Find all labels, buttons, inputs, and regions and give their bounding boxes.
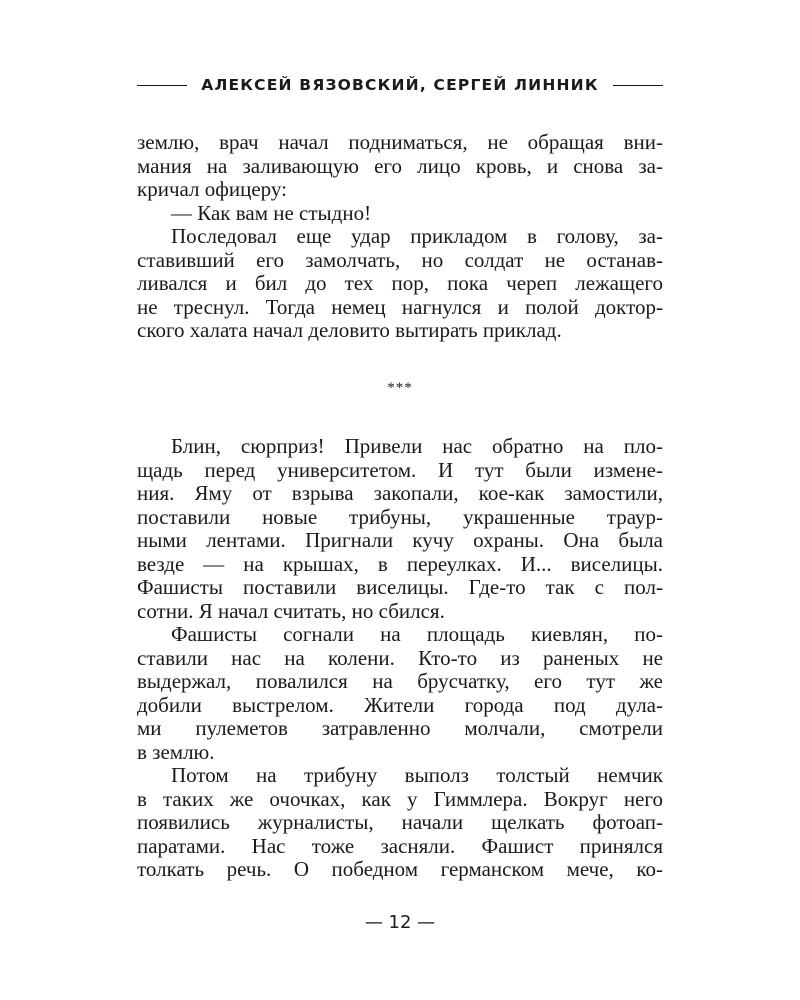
text-line: добили выстрелом. Жители города под дула- bbox=[137, 692, 663, 717]
text-line: ными лентами. Пригнали кучу охраны. Она была bbox=[137, 528, 663, 552]
section-separator: *** bbox=[387, 380, 413, 396]
text-line: ми пулеметов затравленно молчали, смотрели bbox=[137, 716, 663, 740]
text-line: мания на заливающую его лицо кровь, и снова за- bbox=[137, 153, 663, 178]
header-rule-right bbox=[613, 85, 663, 86]
text-line: в таких же очочках, как у Гиммлера. Вокруг него bbox=[137, 786, 663, 811]
text-line: Фашисты поставили виселицы. Где-то так с пол- bbox=[137, 575, 663, 599]
text-line: паратами. Нас тоже засняли. Фашист принялся bbox=[137, 833, 663, 858]
text-line: ливался и бил до тех пор, пока череп лежащего bbox=[137, 271, 663, 295]
text-line: поставили новые трибуны, украшенные траур- bbox=[137, 504, 663, 529]
text-line: Последовал еще удар прикладом в голову, за- bbox=[171, 224, 663, 248]
text-line: кричал офицеру: bbox=[137, 177, 287, 201]
dialogue-line: — Как вам не стыдно! bbox=[171, 200, 372, 225]
paragraph-block-2 bbox=[137, 435, 663, 882]
running-header bbox=[0, 76, 800, 94]
text-line: выдержал, повалился на брусчатку, его тут же bbox=[137, 669, 663, 693]
text-line: появились журналисты, начали щелкать фотоап- bbox=[137, 810, 663, 834]
text-line: везде — на крышах, в переулках. И... виселицы. bbox=[137, 551, 663, 576]
text-line: ния. Яму от взрыва закопали, кое-как замостили, bbox=[137, 481, 663, 505]
text-line: Фашисты согнали на площадь киевлян, по- bbox=[171, 622, 663, 646]
text-line: толкать речь. О победном германском мече, ко- bbox=[137, 857, 663, 881]
header-authors: АЛЕКСЕЙ ВЯЗОВСКИЙ, СЕРГЕЙ ЛИННИК bbox=[201, 76, 599, 94]
text-line: ставили нас на колени. Кто-то из раненых не bbox=[137, 645, 663, 670]
text-line: щадь перед университетом. И тут были измене- bbox=[137, 457, 663, 482]
text-line: ского халата начал деловито вытирать приклад. bbox=[137, 318, 562, 342]
paragraph-block-1 bbox=[137, 131, 663, 343]
text-line: землю, врач начал подниматься, не обращая вни- bbox=[137, 130, 663, 154]
text-line: Потом на трибуну выполз толстый немчик bbox=[171, 763, 663, 787]
text-line: Блин, сюрприз! Привели нас обратно на пло- bbox=[171, 434, 663, 458]
text-line: сотни. Я начал считать, но сбился. bbox=[137, 598, 445, 623]
text-line: не треснул. Тогда немец нагнулся и полой доктор- bbox=[137, 294, 663, 319]
text-line: ставивший его замолчать, но солдат не останав- bbox=[137, 247, 663, 272]
header-rule-left bbox=[137, 85, 187, 86]
page-number: — 12 — bbox=[364, 912, 436, 933]
text-line: в землю. bbox=[137, 739, 215, 764]
